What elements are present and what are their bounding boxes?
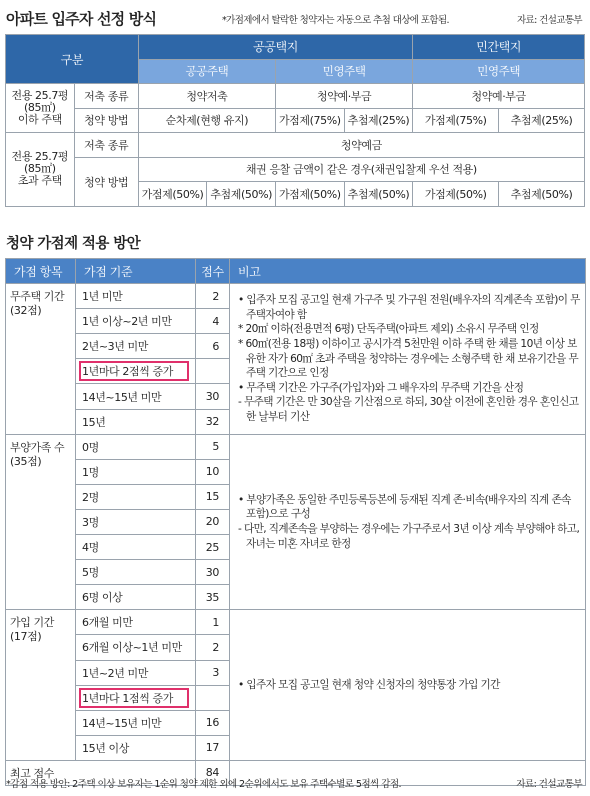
criteria-cell: 2년~3년 미만 <box>76 334 196 359</box>
homeless-remarks: • 입주자 모집 공고일 현재 가구주 및 가구원 전원(배우자의 직계존속 포함)이 무주택자여야 함 * 20㎡ 이하(전용면적 6평) 단독주택(아파트 제외) 소유시 무주택 인정 * 60㎡(전용 18평) 이하이고 공시가격 5천만원 이하 주택 한 채를 10년 이상 보유한 자가 60㎡ 초과 주택을 청약하는 경우에는 소형주택 한 채 보유기간을 무주택 기간으로 인정 • 무주택 기간은 가구주(가입자)와 그 배우자의 무주택 기간을 산정 - 무주택 기간은 만 30살을 기산점으로 하되, 30살 이전에 혼인한 경우 혼인신고한 날부터 기산 <box>230 284 586 435</box>
points-cell: 10 <box>196 459 230 484</box>
small-savings-private-a: 청약예·부금 <box>276 84 413 109</box>
large-method-2: 추첨제(50%) <box>207 182 276 207</box>
criteria-cell: 6명 이상 <box>76 585 196 610</box>
homeless-category: 무주택 기간 (32점) <box>6 284 76 435</box>
criteria-cell: 5명 <box>76 560 196 585</box>
selection-method-table <box>5 34 585 207</box>
small-savings-private-b: 청약예·부금 <box>413 84 585 109</box>
header-private-land: 민간택지 <box>413 35 585 60</box>
page-title: 아파트 입주자 선정 방식 <box>6 10 157 28</box>
header-public-land: 공공택지 <box>138 35 413 60</box>
header-source: 자료: 건설교통부 <box>516 15 582 26</box>
footer-source: 자료: 건설교통부 <box>516 779 582 790</box>
points-cell: 32 <box>196 409 230 434</box>
header-private-housing-public-land: 민영주택 <box>276 59 413 84</box>
criteria-cell: 6개월 미만 <box>76 610 196 635</box>
criteria-cell: 1년 이상~2년 미만 <box>76 309 196 334</box>
large-method-3: 가점제(50%) <box>276 182 345 207</box>
footer-note: *감점 적용 방안: 2주택 이상 보유자는 1순위 청약 제한 외에 2순위에서도 보유 주택수별로 5점씩 감점. <box>6 779 401 790</box>
points-cell: 16 <box>196 710 230 735</box>
points-cell: 4 <box>196 309 230 334</box>
criteria-cell: 4명 <box>76 535 196 560</box>
small-method-2: 추첨제(25%) <box>344 108 413 133</box>
points-cell: 1 <box>196 610 230 635</box>
small-house-label: 전용 25.7평 (85㎡) 이하 주택 <box>6 84 75 133</box>
small-method-4: 추첨제(25%) <box>499 108 585 133</box>
header-gubun: 구분 <box>6 35 139 84</box>
criteria-cell: 0명 <box>76 434 196 459</box>
criteria-cell: 3명 <box>76 509 196 534</box>
points-cell: 30 <box>196 384 230 409</box>
section-title: 청약 가점제 적용 방안 <box>6 236 141 252</box>
points-cell <box>196 359 230 384</box>
header-public-housing: 공공주택 <box>138 59 275 84</box>
criteria-cell: 1년~2년 미만 <box>76 660 196 685</box>
points-cell: 5 <box>196 434 230 459</box>
criteria-cell: 15년 <box>76 409 196 434</box>
header-points: 점수 <box>196 259 230 284</box>
large-savings-type-label: 저축 종류 <box>74 133 138 158</box>
dependents-remarks: • 부양가족은 동일한 주민등록등본에 등재된 직계 존·비속(배우자의 직계 존속 포함)으로 구성 - 다만, 직계존속을 부양하는 경우에는 가구주로서 3년 이상 계속 부양해야 하고, 자녀는 미혼 자녀로 한정 <box>230 434 586 610</box>
subscription-remarks: • 입주자 모집 공고일 현재 청약 신청자의 청약통장 가입 기간 <box>230 610 586 761</box>
max-score-value: 84 <box>196 760 230 785</box>
large-savings: 청약예금 <box>138 133 584 158</box>
points-cell <box>196 685 230 710</box>
header-remarks: 비고 <box>230 259 586 284</box>
header-item: 가점 항목 <box>6 259 76 284</box>
footer <box>6 776 584 790</box>
criteria-cell: 14년~15년 미만 <box>76 710 196 735</box>
small-method-public: 순차제(현행 유지) <box>138 108 275 133</box>
points-cell: 2 <box>196 635 230 660</box>
header-note: *가점제에서 탈락한 청약자는 자동으로 추첨 대상에 포함됨. <box>222 15 449 26</box>
small-method-1: 가점제(75%) <box>276 108 345 133</box>
subscription-category: 가입 기간 (17점) <box>6 610 76 761</box>
points-cell: 15 <box>196 484 230 509</box>
points-cell: 35 <box>196 585 230 610</box>
criteria-cell: 15년 이상 <box>76 735 196 760</box>
small-savings-public: 청약저축 <box>138 84 275 109</box>
small-method-3: 가점제(75%) <box>413 108 499 133</box>
large-method-4: 추첨제(50%) <box>344 182 413 207</box>
header-criteria: 가점 기준 <box>76 259 196 284</box>
points-cell: 3 <box>196 660 230 685</box>
small-method-label: 청약 방법 <box>74 108 138 133</box>
points-cell: 17 <box>196 735 230 760</box>
large-bond-note: 채권 응찰 금액이 같은 경우(채권입찰제 우선 적용) <box>138 157 584 182</box>
point-system-table <box>5 258 586 786</box>
criteria-cell: 1명 <box>76 459 196 484</box>
small-savings-type-label: 저축 종류 <box>74 84 138 109</box>
criteria-cell: 14년~15년 미만 <box>76 384 196 409</box>
large-house-label: 전용 25.7평 (85㎡) 초과 주택 <box>6 133 75 207</box>
large-method-6: 추첨제(50%) <box>499 182 585 207</box>
points-cell: 6 <box>196 334 230 359</box>
points-cell: 2 <box>196 284 230 309</box>
large-method-5: 가점제(50%) <box>413 182 499 207</box>
criteria-cell: 1년 미만 <box>76 284 196 309</box>
highlighted-increment-criteria: 1년마다 1점씩 증가 <box>76 685 196 710</box>
criteria-cell: 6개월 이상~1년 미만 <box>76 635 196 660</box>
points-cell: 25 <box>196 535 230 560</box>
criteria-cell: 2명 <box>76 484 196 509</box>
header-row <box>6 8 584 36</box>
points-cell: 30 <box>196 560 230 585</box>
large-method-1: 가점제(50%) <box>138 182 207 207</box>
points-cell: 20 <box>196 509 230 534</box>
header-private-housing-private-land: 민영주택 <box>413 59 585 84</box>
max-score-label: 최고 점수 <box>6 760 196 785</box>
highlighted-increment-criteria: 1년마다 2점씩 증가 <box>76 359 196 384</box>
dependents-category: 부양가족 수 (35점) <box>6 434 76 610</box>
large-method-label: 청약 방법 <box>74 157 138 206</box>
